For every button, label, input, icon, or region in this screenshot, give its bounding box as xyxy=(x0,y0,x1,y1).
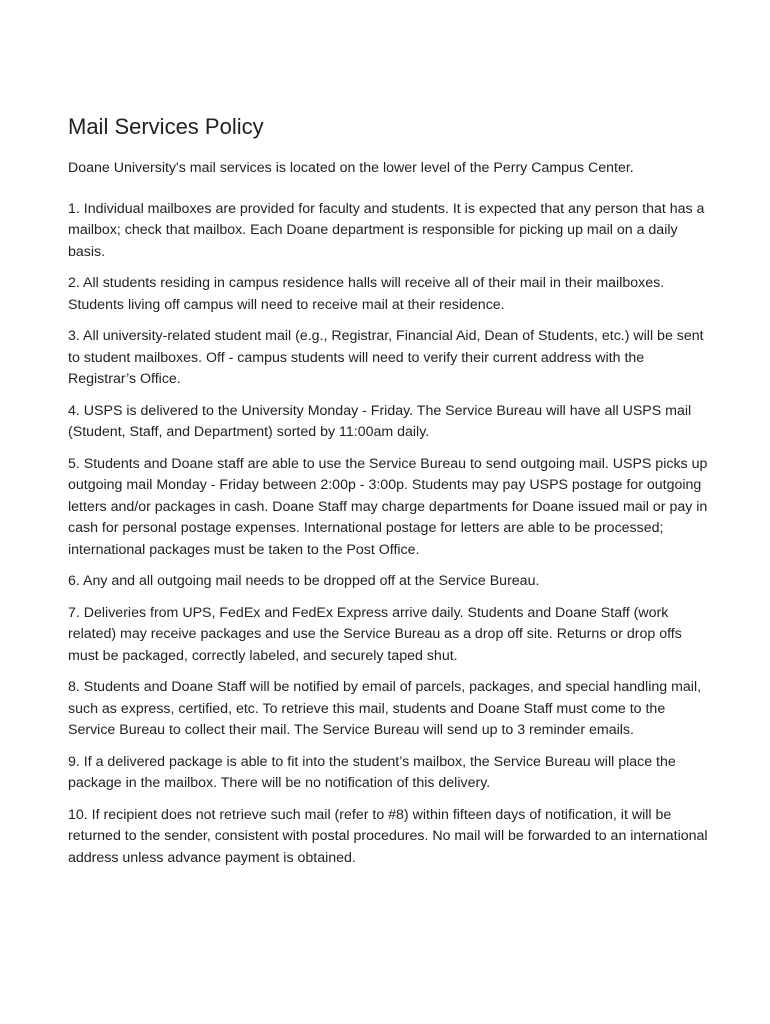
policy-item-2: 2. All students residing in campus residence halls will receive all of their mail in their mailboxes. Students living off campus will need to receive mail at their residence. xyxy=(68,275,665,313)
policy-item-9: 9. If a delivered package is able to fit into the student’s mailbox, the Service Bureau will place the package in the mailbox. There will be no notification of this delivery. xyxy=(68,753,676,791)
policy-item-8: 8. Students and Doane Staff will be notified by email of parcels, packages, and special handling mail, such as express, certified, etc. To retrieve this mail, students and Doane Staff must come to the Service Bureau to collect their mail. The Service Bureau will send up to 3 reminder emails. xyxy=(68,679,702,738)
policy-item-1: 1. Individual mailboxes are provided for faculty and students. It is expected that any person that has a mailbox; check that mailbox. Each Doane department is responsible for picking up mail on a daily basis. xyxy=(68,200,705,260)
page-title: Mail Services Policy xyxy=(68,114,264,139)
policy-item-5: 5. Students and Doane staff are able to use the Service Bureau to send outgoing mail. USPS picks up outgoing mail Monday - Friday between 2:00p - 3:00p. Students may pay USPS postage for outgoing letters and/or packages in cash. Doane Staff may charge departments for Doane issued mail or pay in cash for personal postage expenses. International postage for letters are able to be processed; international packages must be taken to the Post Office. xyxy=(68,455,708,558)
policy-item-6: 6. Any and all outgoing mail needs to be dropped off at the Service Bureau. xyxy=(68,573,540,589)
policy-item-4: 4. USPS is delivered to the University Monday - Friday. The Service Bureau will have all USPS mail (Student, Staff, and Department) sorted by 11:00am daily. xyxy=(68,402,692,440)
intro-paragraph: Doane University's mail services is located on the lower level of the Perry Campus Center. xyxy=(68,160,634,176)
policy-item-10: 10. If recipient does not retrieve such mail (refer to #8) within fifteen days of notification, it will be returned to the sender, consistent with postal procedures. No mail will be forwarded to an international address unless advance payment is obtained. xyxy=(68,806,708,866)
policy-item-7: 7. Deliveries from UPS, FedEx and FedEx Express arrive daily. Students and Doane Staff (work related) may receive packages and use the Service Bureau as a drop off site. Returns or drop offs must be packaged, correctly labeled, and securely taped shut. xyxy=(68,604,682,664)
document-page xyxy=(68,112,710,879)
policy-item-3: 3. All university-related student mail (e.g., Registrar, Financial Aid, Dean of Students, etc.) will be sent to student mailboxes. Off - campus students will need to verify their current address with the Registrar’s Office. xyxy=(68,328,704,387)
